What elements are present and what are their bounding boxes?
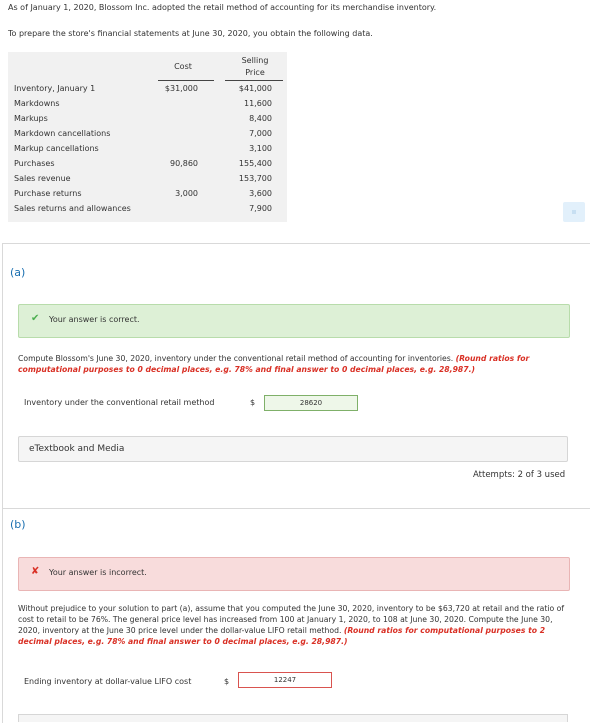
table-row-selling-price: 3,600: [249, 189, 272, 198]
part-a-status-banner: [18, 304, 570, 338]
attempts-counter: Attempts: 2 of 3 used: [473, 470, 566, 480]
table-row-label: Purchases: [14, 159, 55, 168]
part-b-currency: $: [224, 677, 230, 686]
intro-line-2: To prepare the store's financial statements at June 30, 2020, you obtain the following data.: [8, 29, 373, 38]
part-b-question: [18, 603, 570, 647]
part-a-question-text: Compute Blossom's June 30, 2020, inventory under the conventional retail method of accounting for inventories.: [18, 354, 454, 363]
table-row-label: Markups: [14, 114, 48, 123]
part-b-question-text: Without prejudice to your solution to part (a), assume that you computed the June 30, 2020, inventory to be $63,720 at retail and the ratio of cost to retail to be 76%. The general price level has increased from 100 at January 1, 2020, to 108 at June 30, 2020. Compute the June 30, 2020, inventory at the June 30 price level under the dollar-value LIFO retail method.: [18, 604, 565, 635]
table-row-label: Markup cancellations: [14, 144, 99, 153]
table-row-selling-price: 3,100: [249, 144, 272, 153]
part-b-status-text: Your answer is incorrect.: [49, 568, 147, 577]
table-row-cost: 90,860: [170, 159, 198, 168]
etextbook-media-label: eTextbook and Media: [29, 444, 125, 454]
table-row-selling-price: 155,400: [238, 159, 272, 168]
table-row-label: Inventory, January 1: [14, 84, 96, 93]
part-a-currency: $: [250, 398, 256, 407]
etextbook-media-button[interactable]: [18, 436, 568, 462]
part-b-rounding-instruction: (Round ratios for computational purposes to 2 decimal places, e.g. 78% and final answer to 0 decimal places, e.g. 28,987.): [18, 626, 546, 646]
part-b-field-label: Ending inventory at dollar-value LIFO cost: [24, 677, 192, 686]
selling-price-header-line-2: Price: [245, 68, 265, 77]
part-a-label: (a): [10, 266, 26, 279]
part-b-answer-input[interactable]: 12247: [238, 672, 332, 688]
part-a-answer-input[interactable]: 28620: [264, 395, 358, 411]
table-row-cost: 3,000: [175, 189, 198, 198]
intro-line-1: As of January 1, 2020, Blossom Inc. adopted the retail method of accounting for its merchandise inventory.: [8, 3, 437, 12]
part-a-field-label: Inventory under the conventional retail method: [24, 398, 215, 407]
part-a-status-text: Your answer is correct.: [49, 315, 140, 324]
checkmark-icon: ✔: [31, 313, 40, 324]
table-row-label: Purchase returns: [14, 189, 82, 198]
cross-icon: ✘: [31, 566, 40, 577]
part-b-label: (b): [10, 518, 26, 531]
table-row-cost: $31,000: [164, 84, 198, 93]
part-b-status-banner: [18, 557, 570, 591]
table-row-label: Markdown cancellations: [14, 129, 111, 138]
selling-header-rule: [225, 80, 283, 81]
table-row-label: Markdowns: [14, 99, 60, 108]
table-row-label: Sales returns and allowances: [14, 204, 131, 213]
side-panel-toggle[interactable]: [563, 202, 585, 222]
table-row-selling-price: 7,000: [249, 129, 272, 138]
table-row-selling-price: $41,000: [238, 84, 272, 93]
part-a-rounding-instruction: (Round ratios for computational purposes to 0 decimal places, e.g. 78% and final answer to 0 decimal places, e.g. 28,987.): [18, 354, 530, 374]
cost-column-header: Cost: [174, 62, 192, 71]
table-row-selling-price: 7,900: [249, 204, 272, 213]
selling-price-header-line-1: Selling: [241, 56, 269, 65]
part-a-question: [18, 353, 570, 375]
table-row-label: Sales revenue: [14, 174, 71, 183]
table-row-selling-price: 153,700: [238, 174, 272, 183]
table-row-selling-price: 11,600: [244, 99, 272, 108]
cost-header-rule: [158, 80, 214, 81]
table-row-selling-price: 8,400: [249, 114, 272, 123]
part-b-etextbook-panel-edge: [18, 714, 568, 722]
